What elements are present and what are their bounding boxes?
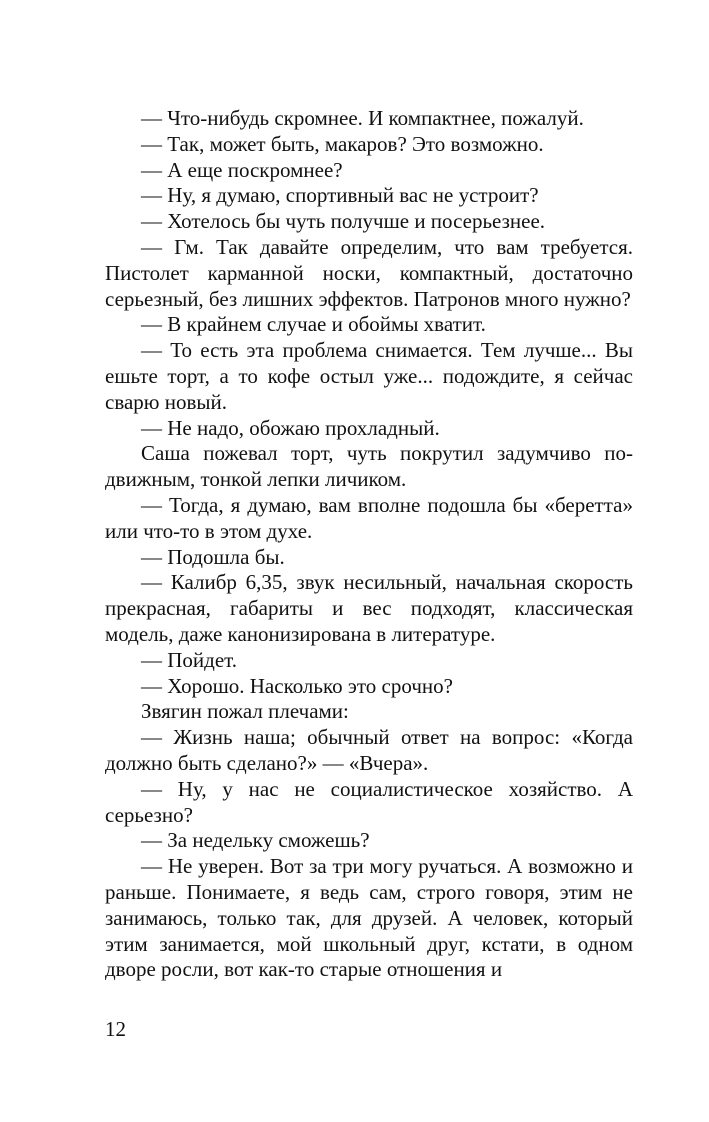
paragraph: — Гм. Так давайте определим, что вам требуется. Пистолет карманной носки, компактный, достаточно серьезный, без лишних эффектов. Патронов много нужно? [105, 234, 633, 311]
paragraph: — Не надо, обожаю прохладный. [141, 415, 440, 440]
paragraph: — Тогда, я думаю, вам вполне подошла бы «беретта» или что-то в этом духе. [105, 492, 633, 543]
paragraph: — За недельку сможешь? [141, 828, 370, 853]
page-number: 12 [105, 1017, 126, 1041]
paragraph: — Жизнь наша; обычный ответ на вопрос: «Когда должно быть сделано?» — «Вчера». [105, 725, 633, 775]
paragraph: — Подошла бы. [141, 544, 285, 569]
paragraph: — Ну, я думаю, спортивный вас не устроит? [141, 183, 539, 208]
paragraph: — Что-нибудь скромнее. И компактнее, пожалуй. [141, 106, 584, 130]
paragraph: Звягин пожал плечами: [141, 699, 349, 724]
text-body [105, 106, 633, 983]
paragraph: — Хотелось бы чуть получше и посерьезнее. [141, 209, 546, 234]
paragraph: — Так, может быть, макаров? Это возможно. [141, 131, 544, 156]
paragraph: — Пойдет. [141, 647, 238, 672]
paragraph: — Калибр 6,35, звук несильный, начальная скорость прекрасная, габариты и вес подходят, классическая модель, даже канонизирована в литературе. [105, 570, 633, 646]
paragraph: — А еще поскромнее? [141, 157, 343, 182]
paragraph: — Ну, у нас не социалистическое хозяйство. А серьезно? [105, 776, 633, 827]
paragraph: — В крайнем случае и обоймы хватит. [141, 312, 486, 337]
paragraph: — То есть эта проблема снимается. Тем лучше... Вы ешьте торт, а то кофе остыл уже... подождите, я сейчас сварю новый. [105, 338, 633, 414]
paragraph: — Хорошо. Насколько это срочно? [141, 673, 453, 698]
paragraph: — Не уверен. Вот за три могу ручаться. А возможно и раньше. Понимаете, я ведь сам, строго говоря, этим не занимаюсь, только так, для друзей. А человек, который этим занимается, мой школьный друг, кстати, в одном дворе росли, вот как-то старые отношения и [105, 854, 633, 982]
paragraph: Саша пожевал торт, чуть покрутил задумчиво подвижным, тонкой лепки личиком. [105, 441, 633, 492]
